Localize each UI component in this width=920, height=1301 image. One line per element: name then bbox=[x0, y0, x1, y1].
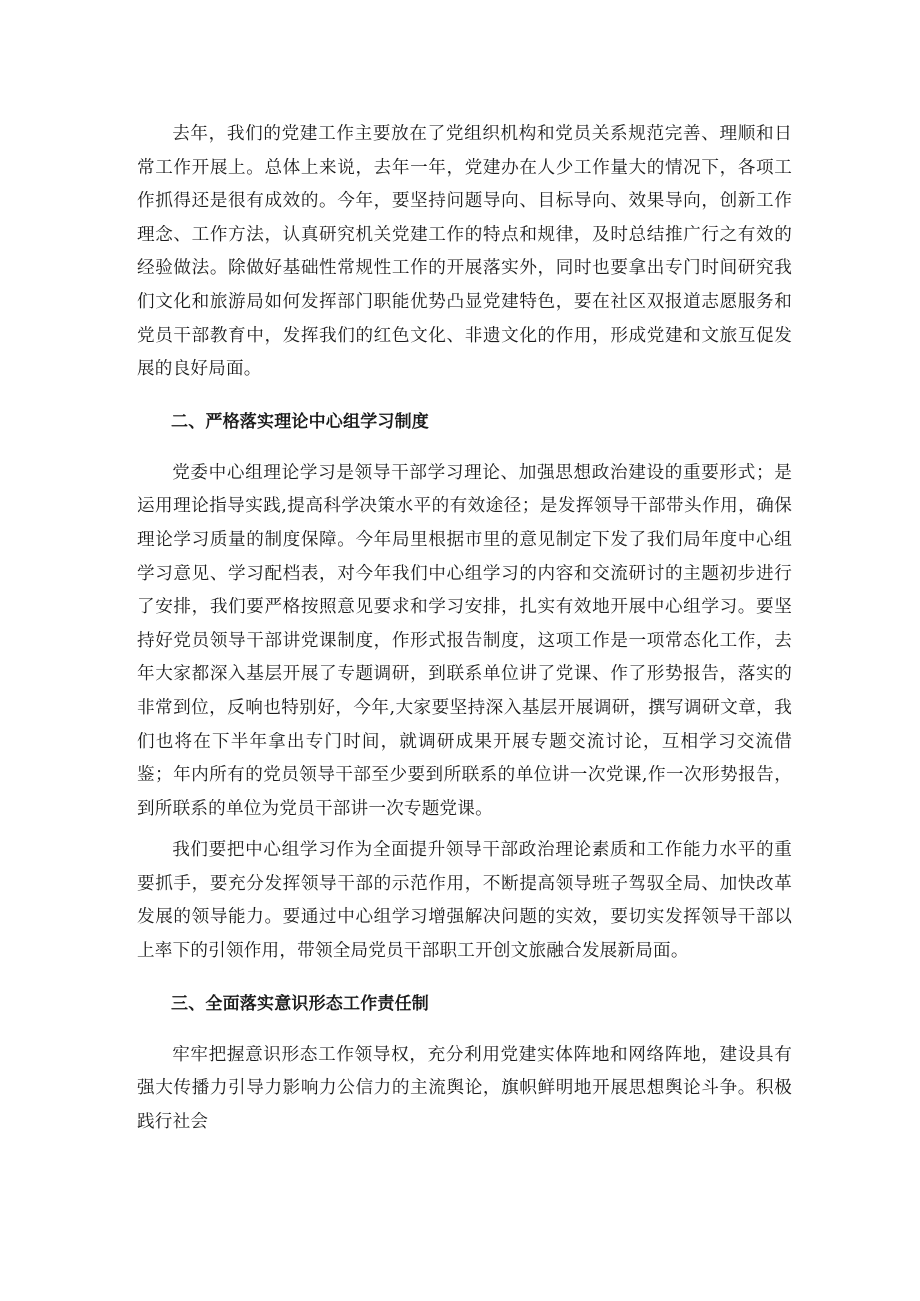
paragraph-central-group-study: 党委中心组理论学习是领导干部学习理论、加强思想政治建设的重要形式；是运用理论指导实践,提高科学决策水平的有效途径；是发挥领导干部带头作用，确保理论学习质量的制度保障。今年局里根据市里的意见制定下发了我们局年度中心组学习意见、学习配档表，对今年我们中心组学习的内容和交流研讨的主题初步进行了安排，我们要严格按照意见要求和学习安排，扎实有效地开展中心组学习。要坚持好党员领导干部讲党课制度，作形式报告制度，这项工作是一项常态化工作，去年大家都深入基层开展了专题调研，到联系单位讲了党课、作了形势报告，落实的非常到位，反响也特别好，今年,大家要坚持深入基层开展调研，撰写调研文章，我们也将在下半年拿出专门时间，就调研成果开展专题交流讨论，互相学习交流借鉴；年内所有的党员领导干部至少要到所联系的单位讲一次党课,作一次形势报告，到所联系的单位为党员干部讲一次专题党课。 bbox=[137, 462, 792, 819]
section-heading-theory-study: 二、严格落实理论中心组学习制度 bbox=[171, 411, 429, 432]
paragraph-central-group-role: 我们要把中心组学习作为全面提升领导干部政治理论素质和工作能力水平的重要抓手，要充分发挥领导干部的示范作用，不断提高领导班子驾驭全局、加快改革发展的领导能力。要通过中心组学习增强解决问题的实效，要切实发挥领导干部以上率下的引领作用，带领全局党员干部职工开创文旅融合发展新局面。 bbox=[137, 840, 792, 962]
paragraph-party-building-review: 去年，我们的党建工作主要放在了党组织机构和党员关系规范完善、理顺和日常工作开展上。总体上来说，去年一年，党建办在人少工作量大的情况下，各项工作抓得还是很有成效的。今年，要坚持问题导向、目标导向、效果导向，创新工作理念、工作方法，认真研究机关党建工作的特点和规律，及时总结推广行之有效的经验做法。除做好基础性常规性工作的开展落实外，同时也要拿出专门时间研究我们文化和旅游局如何发挥部门职能优势凸显党建特色，要在社区双报道志愿服务和党员干部教育中，发挥我们的红色文化、非遗文化的作用，形成党建和文旅互促发展的良好局面。 bbox=[137, 124, 792, 380]
paragraph-ideology-work: 牢牢把握意识形态工作领导权，充分利用党建实体阵地和网络阵地，建设具有强大传播力引导力影响力公信力的主流舆论，旗帜鲜明地开展思想舆论斗争。积极践行社会 bbox=[137, 1044, 792, 1132]
section-heading-ideology-responsibility: 三、全面落实意识形态工作责任制 bbox=[171, 993, 429, 1014]
